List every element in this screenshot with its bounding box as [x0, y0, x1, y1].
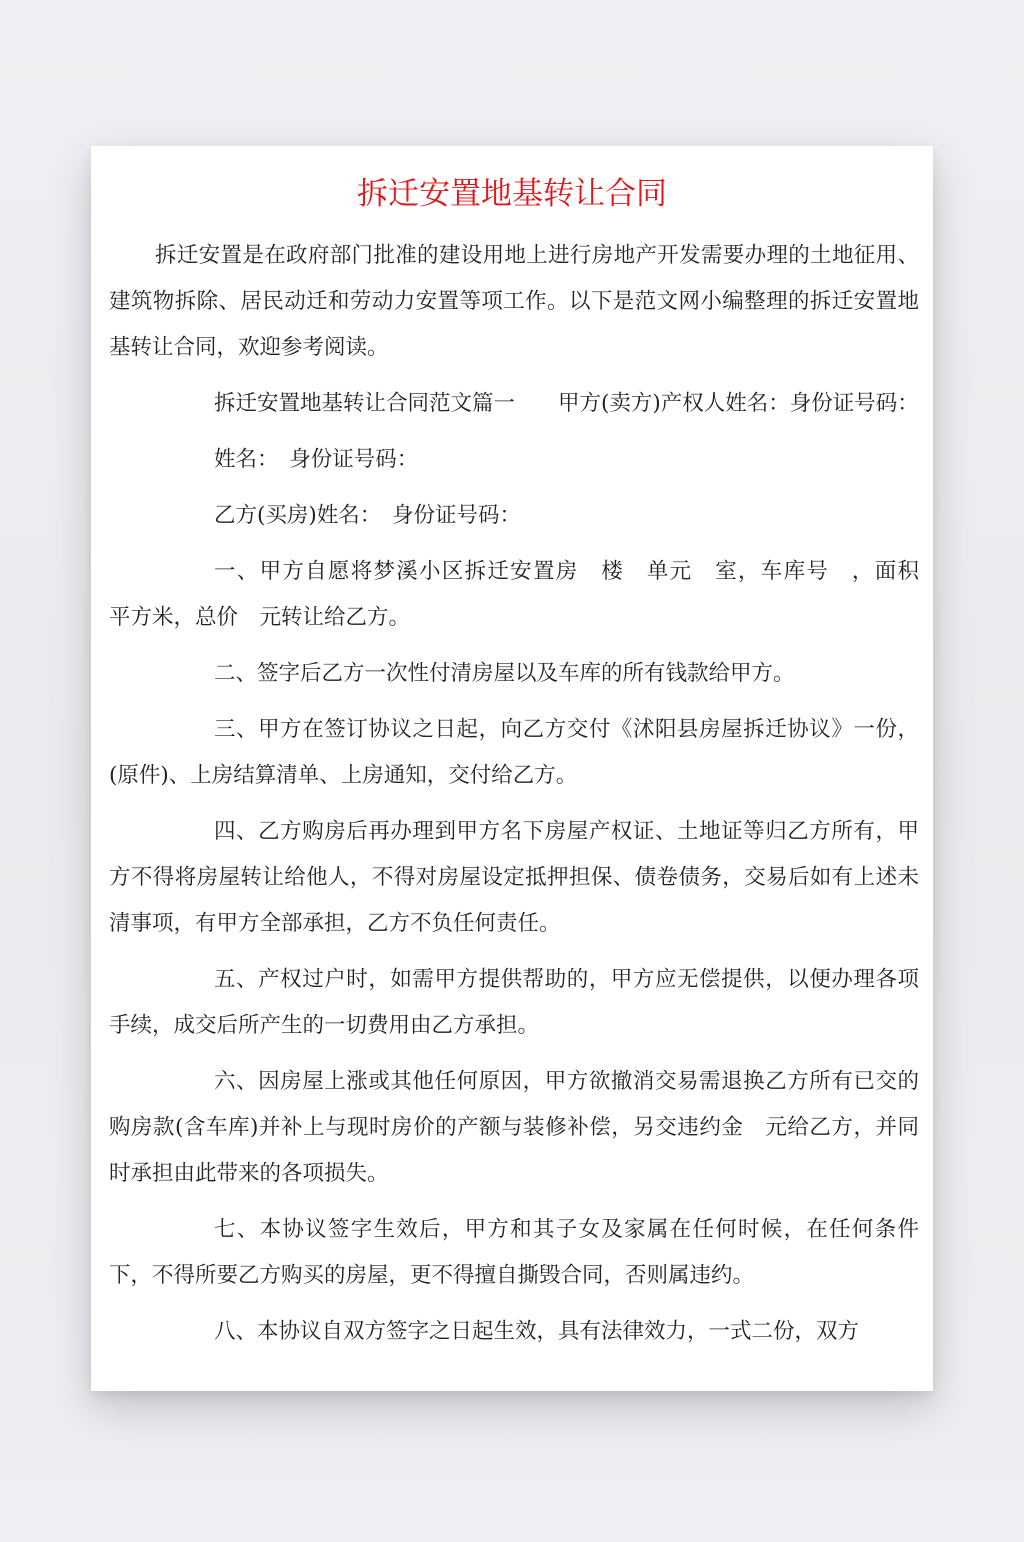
clause-8-partial: 八、本协议自双方签字之日起生效，具有法律效力，一式二份，双方 [214, 1319, 860, 1344]
party-a-name-line: 姓名： 身份证号码： [214, 447, 419, 472]
clause-6: 六、因房屋上涨或其他任何原因，甲方欲撤消交易需退换乙方所有已交的购房款(含车库)并补上与现时房价的产额与装修补偿，另交违约金 元给乙方，并同时承担由此带来的各项损失。 [109, 1069, 919, 1186]
party-b-line: 乙方(买房)姓名： 身份证号码： [214, 503, 522, 528]
section-heading: 拆迁安置地基转让合同范文篇一 甲方(卖方)产权人姓名：身份证号码： [214, 391, 919, 416]
clause-5: 五、产权过户时，如需甲方提供帮助的，甲方应无偿提供，以便办理各项手续，成交后所产生的一切费用由乙方承担。 [109, 967, 919, 1038]
clause-7: 七、本协议签字生效后，甲方和其子女及家属在任何时候，在任何条件下，不得所要乙方购买的房屋，更不得擅自撕毁合同，否则属违约。 [109, 1217, 919, 1288]
document-page [91, 146, 941, 1391]
clause-1: 一、甲方自愿将梦溪小区拆迁安置房 楼 单元 室，车库号 ，面积 平方米，总价 元转让给乙方。 [109, 559, 941, 630]
intro-paragraph: 拆迁安置是在政府部门批准的建设用地上进行房地产开发需要办理的土地征用、建筑物拆除、居民动迁和劳动力安置等项工作。以下是范文网小编整理的拆迁安置地基转让合同，欢迎参考阅读。 [109, 243, 919, 360]
clause-3: 三、甲方在签订协议之日起，向乙方交付《沭阳县房屋拆迁协议》一份，(原件)、上房结算清单、上房通知，交付给乙方。 [109, 717, 919, 788]
document-title: 拆迁安置地基转让合同 [357, 176, 667, 212]
clause-4: 四、乙方购房后再办理到甲方名下房屋产权证、土地证等归乙方所有，甲方不得将房屋转让给他人，不得对房屋设定抵押担保、债卷债务，交易后如有上述未清事项，有甲方全部承担，乙方不负任何责任。 [109, 819, 919, 936]
clause-2: 二、签字后乙方一次性付清房屋以及车库的所有钱款给甲方。 [214, 661, 795, 686]
document-body [109, 233, 941, 1365]
